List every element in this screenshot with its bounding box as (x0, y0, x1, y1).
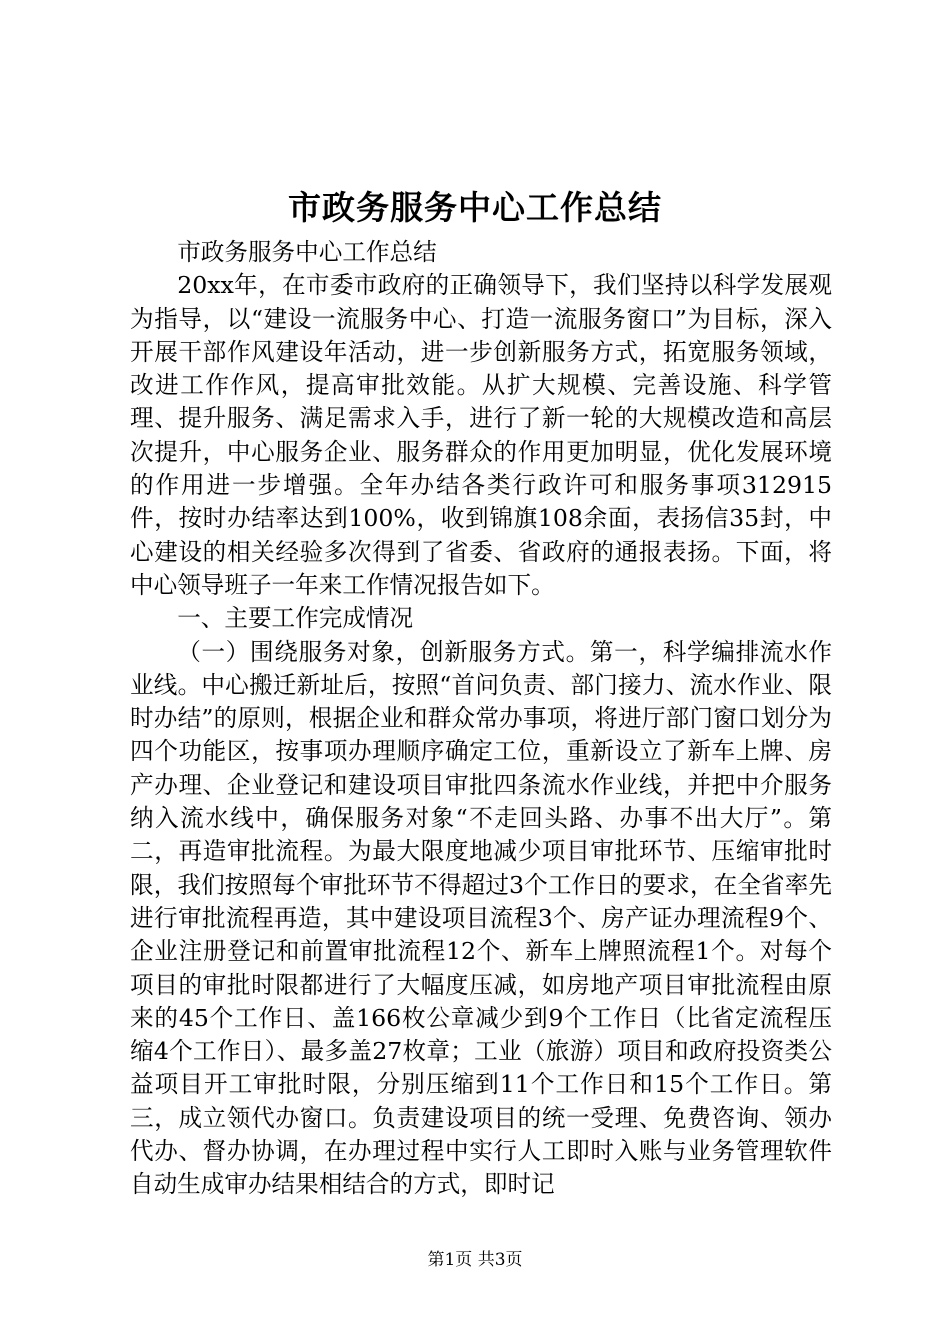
document-body (130, 236, 832, 1202)
intro-paragraph: 20xx年，在市委市政府的正确领导下，我们坚持以科学发展观为指导，以“建设一流服务中心、打造一流服务窗口”为目标，深入开展干部作风建设年活动，进一步创新服务方式，拓宽服务领域，改进工作作风，提高审批效能。从扩大规模、完善设施、科学管理、提升服务、满足需求入手，进行了新一轮的大规模改造和高层次提升，中心服务企业、服务群众的作用更加明显，优化发展环境的作用进一步增强。全年办结各类行政许可和服务事项312915件，按时办结率达到100%，收到锦旗108余面，表扬信35封，中心建设的相关经验多次得到了省委、省政府的通报表扬。下面，将中心领导班子一年来工作情况报告如下。 (130, 271, 832, 599)
document-title: 市政务服务中心工作总结 (288, 188, 662, 227)
section-paragraph: （一）围绕服务对象，创新服务方式。第一，科学编排流水作业线。中心搬迁新址后，按照“首问负责、部门接力、流水作业、限时办结”的原则，根据企业和群众常办事项，将进厅部门窗口划分为四个功能区，按事项办理顺序确定工位，重新设立了新车上牌、房产办理、企业登记和建设项目审批四条流水作业线，并把中介服务纳入流水线中，确保服务对象“不走回头路、办事不出大厅”。第二，再造审批流程。为最大限度地减少项目审批环节、压缩审批时限，我们按照每个审批环节不得超过3个工作日的要求，在全省率先进行审批流程再造，其中建设项目流程3个、房产证办理流程9个、企业注册登记和前置审批流程12个、新车上牌照流程1个。对每个项目的审批时限都进行了大幅度压减，如房地产项目审批流程由原来的45个工作日、盖166枚公章减少到9个工作日（比省定流程压缩4个工作日）、最多盖27枚章；工业（旅游）项目和政府投资类公益项目开工审批时限，分别压缩到11个工作日和15个工作日。第三，成立领代办窗口。负责建设项目的统一受理、免费咨询、领办代办、督办协调，在办理过程中实行人工即时入账与业务管理软件自动生成审办结果相结合的方式，即时记 (130, 637, 832, 1199)
section-heading: 一、主要工作完成情况 (177, 604, 414, 633)
subtitle-paragraph: 市政务服务中心工作总结 (177, 238, 437, 266)
page-number: 第1页 共3页 (427, 1250, 523, 1270)
